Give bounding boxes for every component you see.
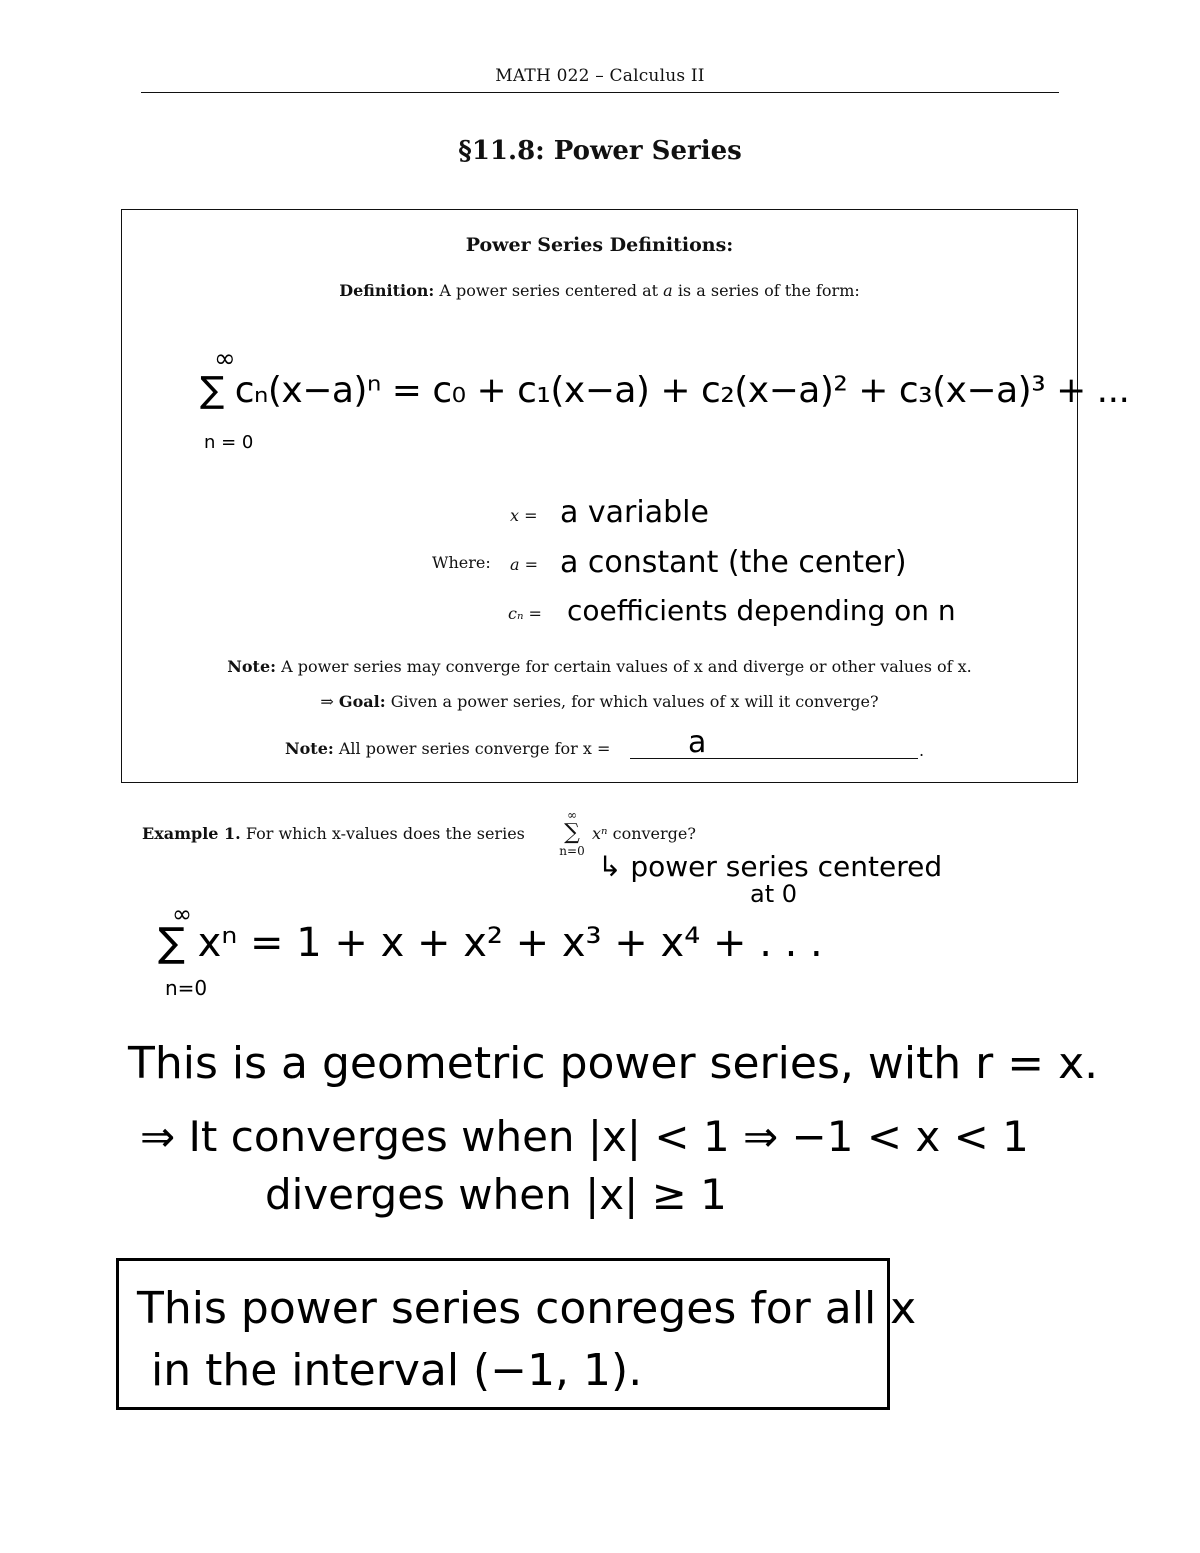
series-formula: ∑ cₙ(x−a)ⁿ = c₀ + c₁(x−a) + c₂(x−a)² + c₃(x−a)³ + ...: [200, 370, 1130, 411]
running-head: MATH 022 – Calculus II: [495, 66, 705, 86]
example-question: [142, 824, 525, 843]
conclusion-box: [116, 1258, 917, 1410]
example-label: Example 1.: [142, 824, 241, 843]
note1-text: A power series may converge for certain values of x and diverge or other values of x.: [281, 657, 972, 676]
diverges-line: diverges when |x| ≥ 1: [265, 1170, 727, 1219]
example-sum-lower: n=0: [559, 844, 585, 858]
converges-line: ⇒ It converges when |x| < 1 ⇒ −1 < x < 1: [140, 1112, 1029, 1161]
goal-arrow: ⇒: [320, 692, 334, 711]
example-question-end: converge?: [612, 824, 696, 843]
example-sum-upper: ∞: [567, 808, 577, 822]
note-converge: [122, 657, 1077, 676]
var-a-meaning: a constant (the center): [560, 545, 907, 580]
note2-end: .: [919, 741, 925, 760]
expansion-lower: n=0: [165, 976, 208, 1000]
sigma-icon: ∑: [564, 820, 580, 845]
conclusion-line2: in the interval (−1, 1).: [151, 1345, 643, 1396]
answer-blank: [630, 758, 918, 759]
goal-label: Goal:: [338, 692, 386, 711]
example-question-tail: [592, 824, 696, 843]
example-question-start: For which x-values does the series: [245, 824, 525, 843]
annotation-at-zero: at 0: [750, 880, 798, 908]
goal-line: [122, 692, 1077, 711]
expansion-formula: ∑ xⁿ = 1 + x + x² + x³ + x⁴ + . . .: [158, 920, 823, 966]
var-x-symbol: x =: [510, 506, 538, 525]
note2-answer: a: [688, 725, 707, 760]
definition-text: A power series centered at: [439, 281, 659, 300]
section-title: §11.8: Power Series: [458, 136, 742, 166]
header-rule: [141, 92, 1059, 93]
definition-end: is a series of the form:: [677, 281, 860, 300]
series-sum-upper: ∞: [214, 344, 236, 374]
box-heading: Power Series Definitions:: [465, 234, 734, 256]
note2-text: All power series converge for x =: [338, 739, 611, 758]
example-sum-term: xⁿ: [592, 824, 608, 843]
note2-label: Note:: [285, 739, 334, 758]
expansion-upper: ∞: [172, 900, 192, 928]
where-label: Where:: [432, 553, 491, 572]
series-sum-lower: n = 0: [204, 432, 254, 453]
definition-label: Definition:: [339, 281, 435, 300]
example-sum: [557, 808, 587, 858]
var-cn-symbol: cₙ =: [508, 604, 542, 623]
goal-text: Given a power series, for which values of x will it converge?: [390, 692, 879, 711]
definitions-box: [121, 209, 1130, 783]
note1-label: Note:: [227, 657, 277, 676]
geometric-line: This is a geometric power series, with r = x.: [128, 1038, 1099, 1089]
conclusion-line1: This power series conreges for all x: [137, 1283, 917, 1334]
note-all-converge: [285, 739, 610, 758]
definition-line: [122, 281, 1077, 300]
definition-var: a: [663, 281, 673, 300]
var-x-meaning: a variable: [560, 495, 709, 530]
annotation-centered: ↳ power series centered: [598, 850, 943, 883]
var-a-symbol: a =: [510, 555, 539, 574]
var-cn-meaning: coefficients depending on n: [567, 594, 956, 627]
